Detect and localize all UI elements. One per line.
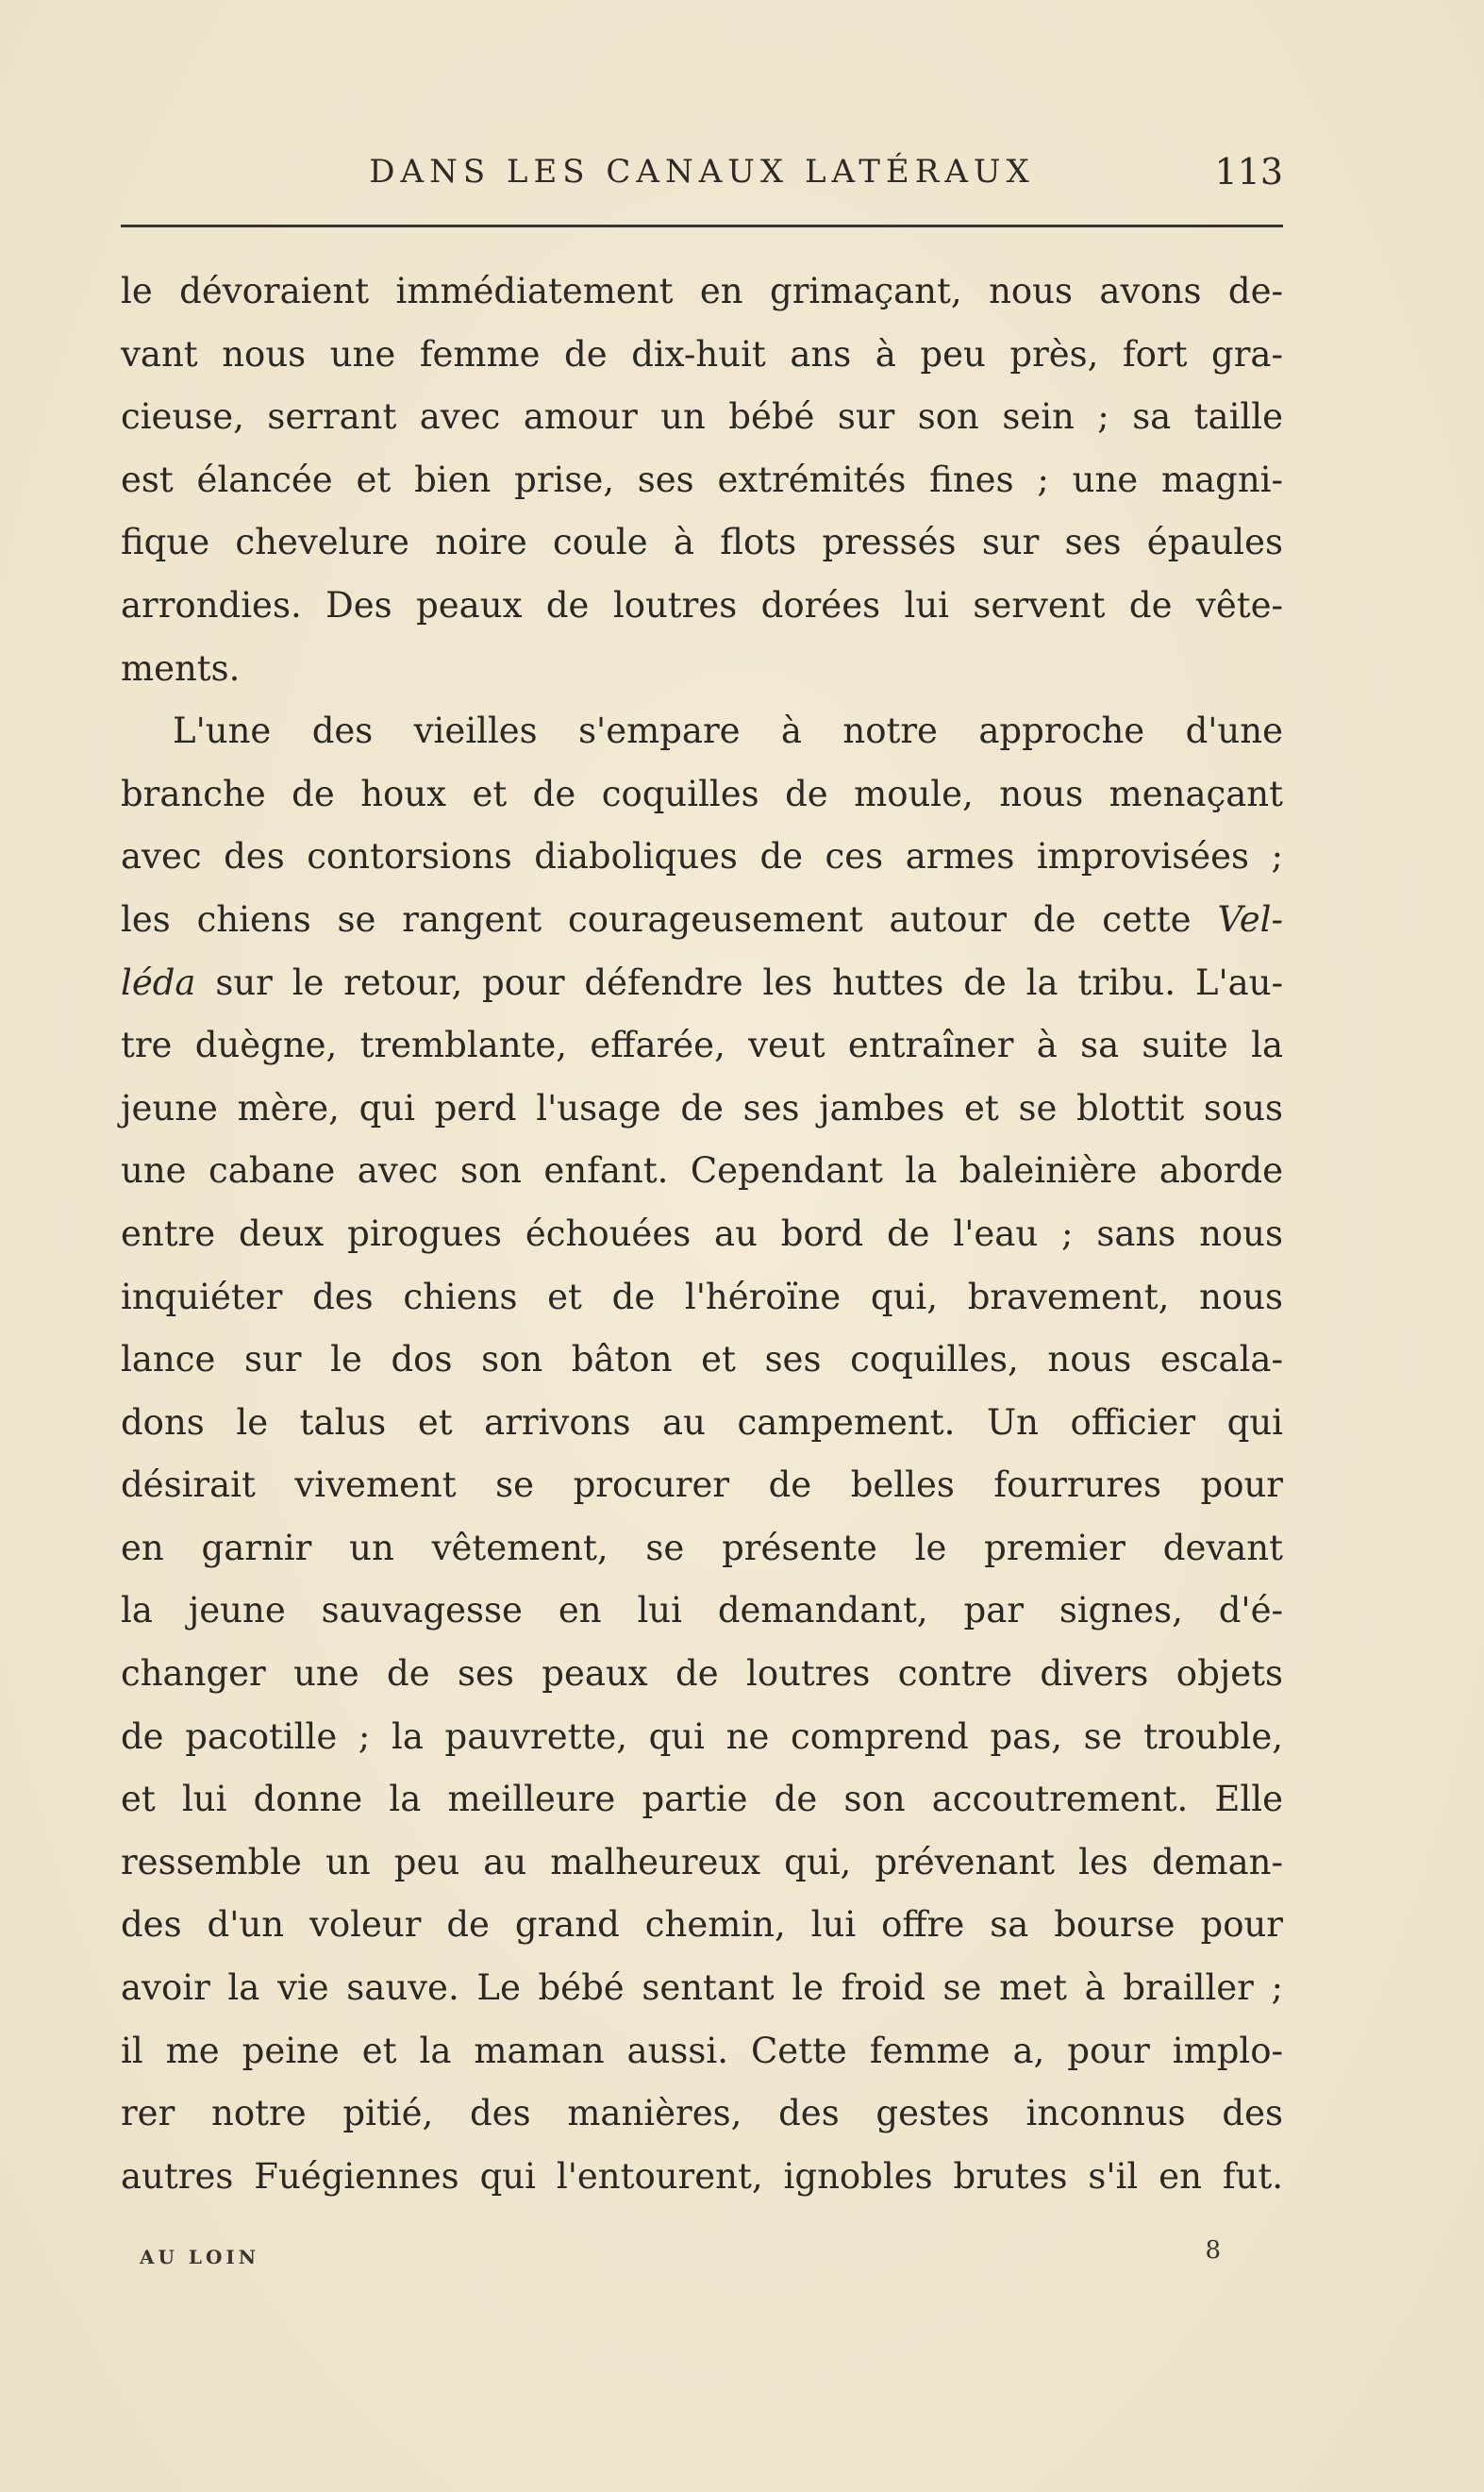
text-line-mixed xyxy=(121,952,1283,1015)
text-line: en garnir un vêtement, se présente le premier devant xyxy=(121,1527,1283,1568)
page-footer xyxy=(121,2233,1283,2270)
text-line: jeune mère, qui perd l'usage de ses jambes et se blottit sous xyxy=(121,1087,1283,1129)
text-line: arrondies. Des peaux de loutres dorées lui servent de vête- xyxy=(121,584,1283,626)
text-line: de pacotille ; la pauvrette, qui ne comprend pas, se trouble, xyxy=(121,1715,1283,1757)
text-line: vant nous une femme de dix-huit ans à peu près, fort gra- xyxy=(121,333,1283,375)
text-line: une cabane avec son enfant. Cependant la baleinière aborde xyxy=(121,1150,1283,1192)
text-line: L'une des vieilles s'empare à notre approche d'une xyxy=(173,711,1283,752)
signature-number: 8 xyxy=(1205,2236,1221,2265)
page-header xyxy=(121,142,1283,208)
text-line: des d'un voleur de grand chemin, lui offre sa bourse pour xyxy=(121,1904,1283,1946)
text-line-mixed xyxy=(121,889,1283,952)
text-line: et lui donne la meilleure partie de son accoutrement. Elle xyxy=(121,1779,1283,1820)
page-number: 113 xyxy=(1214,151,1283,192)
header-rule xyxy=(121,225,1283,227)
text-line: autres Fuégiennes qui l'entourent, ignobles brutes s'il en fut. xyxy=(121,2155,1283,2197)
text-line: désirait vivement se procurer de belles fourrures pour xyxy=(121,1464,1283,1506)
text-line: le dévoraient immédiatement en grimaçant, nous avons de- xyxy=(121,271,1283,311)
text-line: ments. xyxy=(121,647,241,689)
text-line: avec des contorsions diaboliques de ces armes improvisées ; xyxy=(121,836,1283,878)
text-line: changer une de ses peaux de loutres contre divers objets xyxy=(121,1653,1283,1695)
italic-name: Vel- xyxy=(1217,898,1283,940)
text-line-part: sur le retour, pour défendre les huttes de la tribu. L'au- xyxy=(215,962,1284,1003)
text-line: lance sur le dos son bâton et ses coquilles, nous escala- xyxy=(121,1339,1283,1380)
text-line: entre deux pirogues échouées au bord de l'eau ; sans nous xyxy=(121,1213,1283,1254)
text-line: il me peine et la maman aussi. Cette femme a, pour implo- xyxy=(121,2030,1283,2071)
text-line: est élancée et bien prise, ses extrémités fines ; une magni- xyxy=(121,459,1283,500)
text-line: cieuse, serrant avec amour un bébé sur son sein ; sa taille xyxy=(121,396,1283,438)
text-line: rer notre pitié, des manières, des gestes inconnus des xyxy=(121,2093,1283,2134)
signature-mark: AU LOIN xyxy=(140,2246,260,2268)
text-line: tre duègne, tremblante, effarée, veut entraîner à sa suite la xyxy=(121,1025,1283,1066)
italic-name: léda xyxy=(121,962,196,1003)
text-line: fique chevelure noire coule à flots pressés sur ses épaules xyxy=(121,522,1283,563)
text-line: la jeune sauvagesse en lui demandant, par signes, d'é- xyxy=(121,1590,1283,1631)
text-line: inquiéter des chiens et de l'héroïne qui, bravement, nous xyxy=(121,1276,1283,1317)
text-line: branche de houx et de coquilles de moule, nous menaçant xyxy=(121,773,1283,814)
text-line: avoir la vie sauve. Le bébé sentant le froid se met à brailler ; xyxy=(121,1967,1283,2009)
text-line-part: les chiens se rangent courageusement autour de cette xyxy=(121,898,1192,940)
running-title: DANS LES CANAUX LATÉRAUX xyxy=(369,153,1035,191)
body-text xyxy=(121,260,1283,2208)
text-line: dons le talus et arrivons au campement. Un officier qui xyxy=(121,1401,1283,1443)
text-line: ressemble un peu au malheureux qui, prévenant les deman- xyxy=(121,1841,1283,1882)
